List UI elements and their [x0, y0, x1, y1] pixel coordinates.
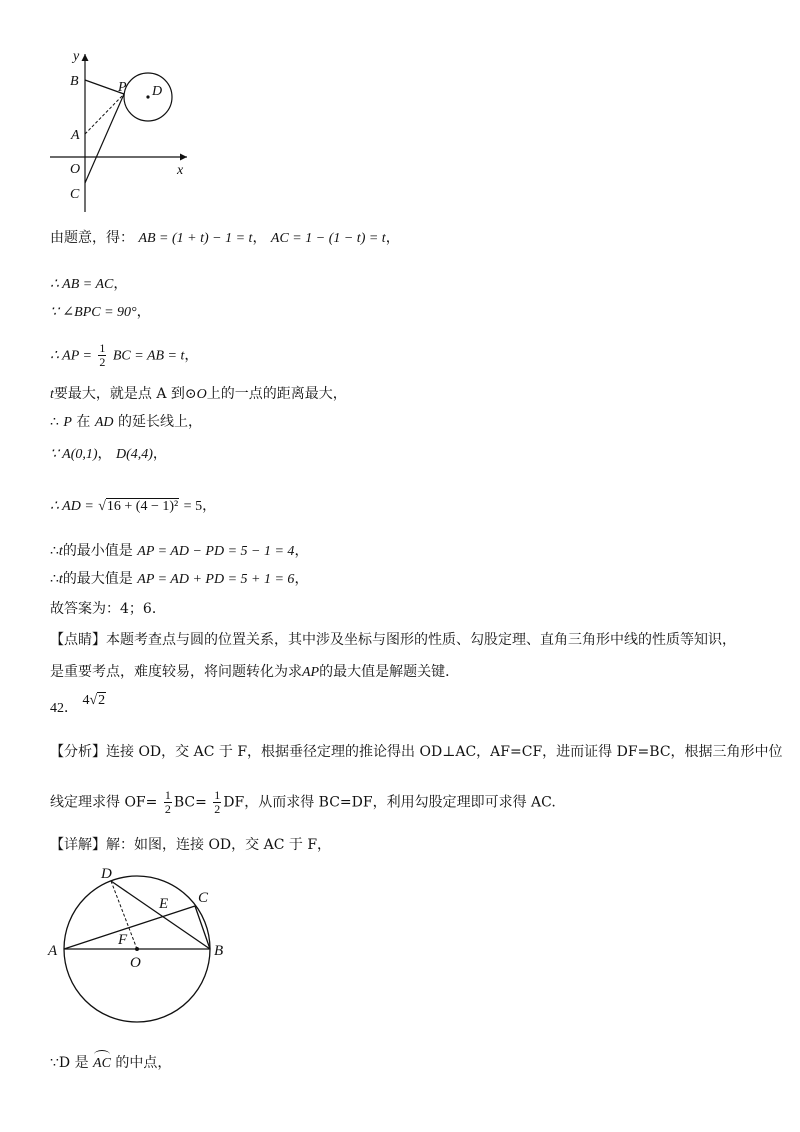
- label-a2: A: [48, 943, 58, 959]
- line-1: 由题意，得： AB = (1 + t) − 1 = t， AC = 1 − (1 − t) = t，: [50, 230, 400, 246]
- line-13: 是重要考点，难度较易，将问题转化为求AP的最大值是解题关键．: [50, 664, 460, 680]
- segment-ap-dashed: [85, 94, 124, 134]
- line-17-solution: 【详解】解：如图，连接 OD，交 AC 于 F，: [50, 837, 332, 853]
- label-e: E: [159, 896, 169, 912]
- label-c: C: [70, 187, 80, 202]
- line-4: ∴ AP = $\frac{1}{2}$ BC = AB = t，: [50, 341, 199, 369]
- fraction-half: $\frac{1}{2}$: [99, 341, 106, 369]
- chord-ac: [64, 906, 195, 949]
- line-10: ∴t的最大值是 AP = AD + PD = 5 + 1 = 6，: [50, 571, 309, 587]
- line-6: ∴ P 在 AD 的延长线上，: [50, 414, 202, 430]
- label-b2: B: [214, 943, 224, 959]
- line-16: 线定理求得 OF= $\frac{1}{2}$ BC= $\frac{1}{2}$ DF，从而求得 BC=DF，利用勾股定理即可求得 AC.: [50, 788, 556, 816]
- label-x: x: [177, 163, 184, 178]
- line-7: ∵ A(0,1)， D(4,4)，: [50, 446, 167, 462]
- label-y: y: [73, 49, 80, 64]
- line-5: t要最大，就是点 A 到⊙O上的一点的距离最大，: [50, 386, 347, 402]
- line-14-question-number: 42． 4√2: [50, 693, 106, 716]
- line-8: ∴ AD = √16 + (4 − 1)² = 5，: [50, 498, 217, 514]
- line-12-comment: 【点睛】本题考查点与圆的位置关系，其中涉及坐标与图形的性质、勾股定理、直角三角形中线的性质等知识，: [50, 632, 736, 648]
- line-2: ∴ AB = AC，: [50, 276, 128, 292]
- answer-value: 4√2: [82, 693, 106, 708]
- label-p: P: [118, 80, 127, 95]
- label-c2: C: [198, 890, 209, 906]
- line-11: 故答案为：4；6．: [50, 601, 166, 617]
- label-f: F: [118, 932, 128, 948]
- label-a: A: [71, 128, 80, 143]
- arc-ac: AC: [93, 1050, 111, 1074]
- point-d: [146, 95, 149, 98]
- figure-circle-diagram: [40, 858, 240, 1038]
- center-o: [135, 947, 139, 951]
- label-o2: O: [130, 955, 141, 971]
- label-d2: D: [101, 866, 112, 882]
- chord-cb: [195, 906, 210, 949]
- radical-expression: 16 + (4 − 1)²: [106, 499, 179, 514]
- label-d: D: [152, 84, 163, 99]
- label-b: B: [70, 74, 79, 89]
- segment-pc: [85, 94, 124, 183]
- figure-coordinate-diagram: [40, 40, 200, 215]
- line-3: ∵ ∠BPC = 90°，: [50, 304, 151, 320]
- line-18: ∵D 是 AC 的中点，: [50, 1050, 171, 1074]
- label-o: O: [70, 162, 81, 177]
- line-9: ∴t的最小值是 AP = AD − PD = 5 − 1 = 4，: [50, 543, 309, 559]
- line-15-analysis: 【分析】连接 OD，交 AC 于 F，根据垂径定理的推论得出 OD⊥AC，AF=CF，进而证得 DF=BC，根据三角形中位: [50, 744, 783, 760]
